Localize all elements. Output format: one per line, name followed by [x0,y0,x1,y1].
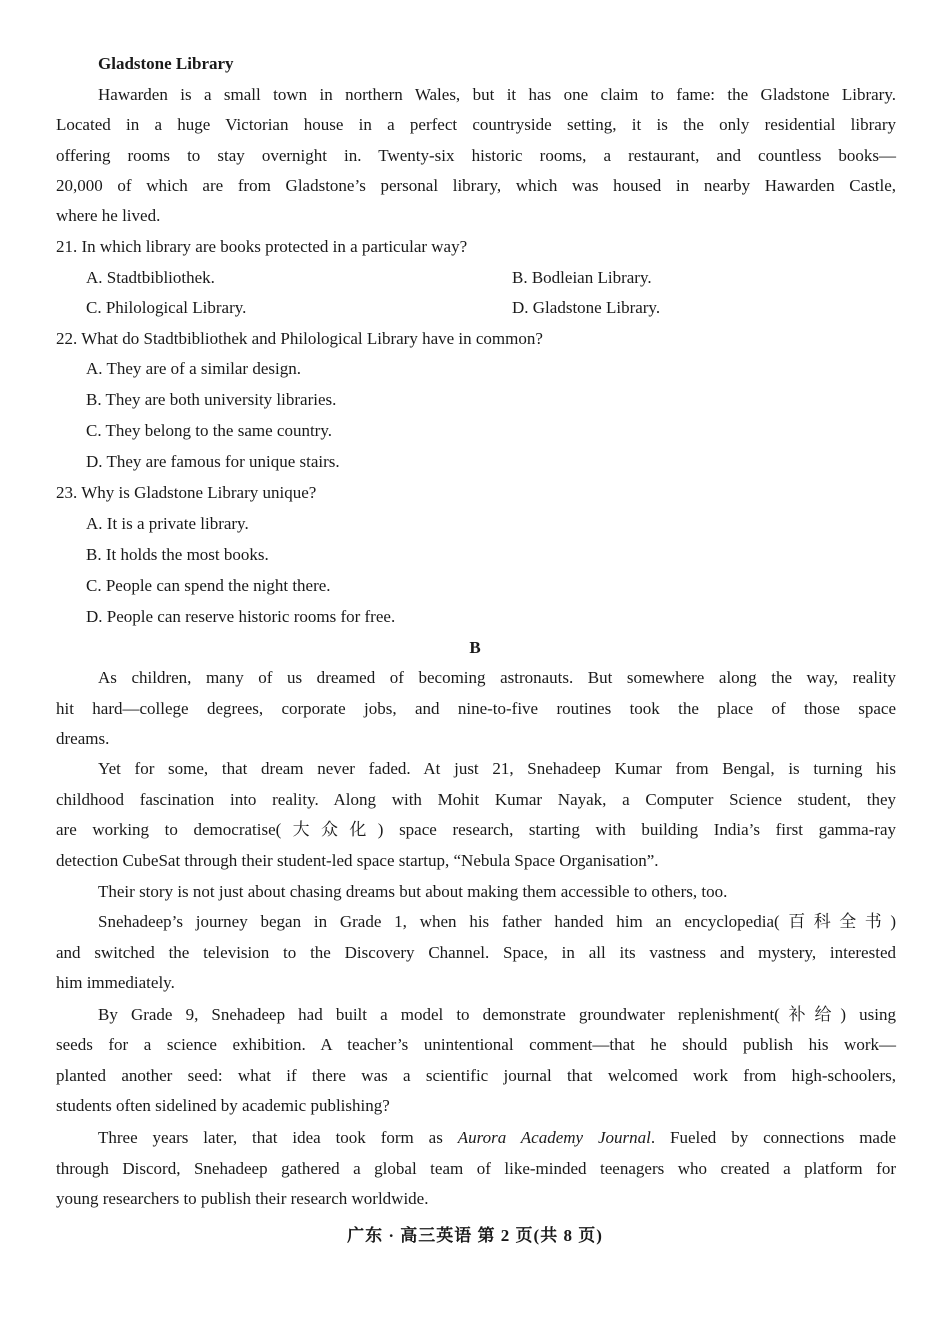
paragraph-line: are working to democratise(大众化) space research, starting with building India’s first gamma-ray [56,820,896,839]
option-b: B. Bodleian Library. [512,268,652,287]
passage-label: B [469,638,481,657]
option-d: D. People can reserve historic rooms for free. [86,607,396,626]
question-stem: 22. What do Stadtbibliothek and Philological Library have in common? [56,329,543,348]
paragraph-line: and switched the television to the Discovery Channel. Space, in all its vastness and mystery, interested [56,943,896,962]
paragraph-line: Yet for some, that dream never faded. At just 21, Snehadeep Kumar from Bengal, is turning his [98,759,896,778]
paragraph-line: offering rooms to stay overnight in. Twenty-six historic rooms, a restaurant, and countless books— [56,146,896,165]
option-a: A. It is a private library. [86,514,249,533]
option-c: C. They belong to the same country. [86,421,332,440]
paragraph-line: through Discord, Snehadeep gathered a global team of like-minded teenagers who created a platform for [56,1159,896,1178]
paragraph-line: planted another seed: what if there was a scientific journal that welcomed work from high-schoolers, [56,1066,896,1085]
paragraph-line: childhood fascination into reality. Along with Mohit Kumar Nayak, a Computer Science student, they [56,790,896,809]
option-a: A. Stadtbibliothek. [86,268,215,287]
page-footer: 广东 · 高三英语 第 2 页(共 8 页) [347,1226,603,1245]
question-stem: 23. Why is Gladstone Library unique? [56,483,317,502]
paragraph-line: detection CubeSat through their student-led space startup, “Nebula Space Organisation”. [56,851,659,870]
paragraph-line: As children, many of us dreamed of becoming astronauts. But somewhere along the way, reality [98,668,896,687]
paragraph-line: Hawarden is a small town in northern Wales, but it has one claim to fame: the Gladstone Library. [98,85,896,104]
paragraph-line: By Grade 9, Snehadeep had built a model to demonstrate groundwater replenishment(补给) using [98,1005,896,1024]
paragraph-line: Located in a huge Victorian house in a perfect countryside setting, it is the only residential library [56,115,896,134]
section-heading: Gladstone Library [98,54,234,73]
paragraph-line [98,1126,896,1150]
option-c: C. Philological Library. [86,298,247,317]
option-b: B. They are both university libraries. [86,390,337,409]
option-b: B. It holds the most books. [86,545,269,564]
text-run: . Fueled by connections made [650,1128,897,1147]
option-c: C. People can spend the night there. [86,576,331,595]
paragraph-line: hit hard—college degrees, corporate jobs, and nine-to-five routines took the place of those space [56,699,896,718]
option-d: D. They are famous for unique stairs. [86,452,340,471]
paragraph-line: Their story is not just about chasing dreams but about making them accessible to others, too. [98,882,728,901]
paragraph-line: Snehadeep’s journey began in Grade 1, when his father handed him an encyclopedia(百科全书) [98,912,896,931]
paragraph-line: students often sidelined by academic publishing? [56,1096,390,1115]
paragraph-line: dreams. [56,729,110,748]
paragraph-line: where he lived. [56,206,161,225]
paragraph-line: young researchers to publish their research worldwide. [56,1189,429,1208]
option-d: D. Gladstone Library. [512,298,661,317]
text-run: Three years later, that idea took form as [98,1128,458,1147]
journal-title: Aurora Academy Journal [457,1128,651,1147]
paragraph-line: him immediately. [56,973,175,992]
option-a: A. They are of a similar design. [86,359,301,378]
paragraph-line: 20,000 of which are from Gladstone’s personal library, which was housed in nearby Hawarden Castle, [56,176,896,195]
paragraph-line: seeds for a science exhibition. A teacher’s unintentional comment—that he should publish his work— [56,1035,896,1054]
question-stem: 21. In which library are books protected in a particular way? [56,237,468,256]
